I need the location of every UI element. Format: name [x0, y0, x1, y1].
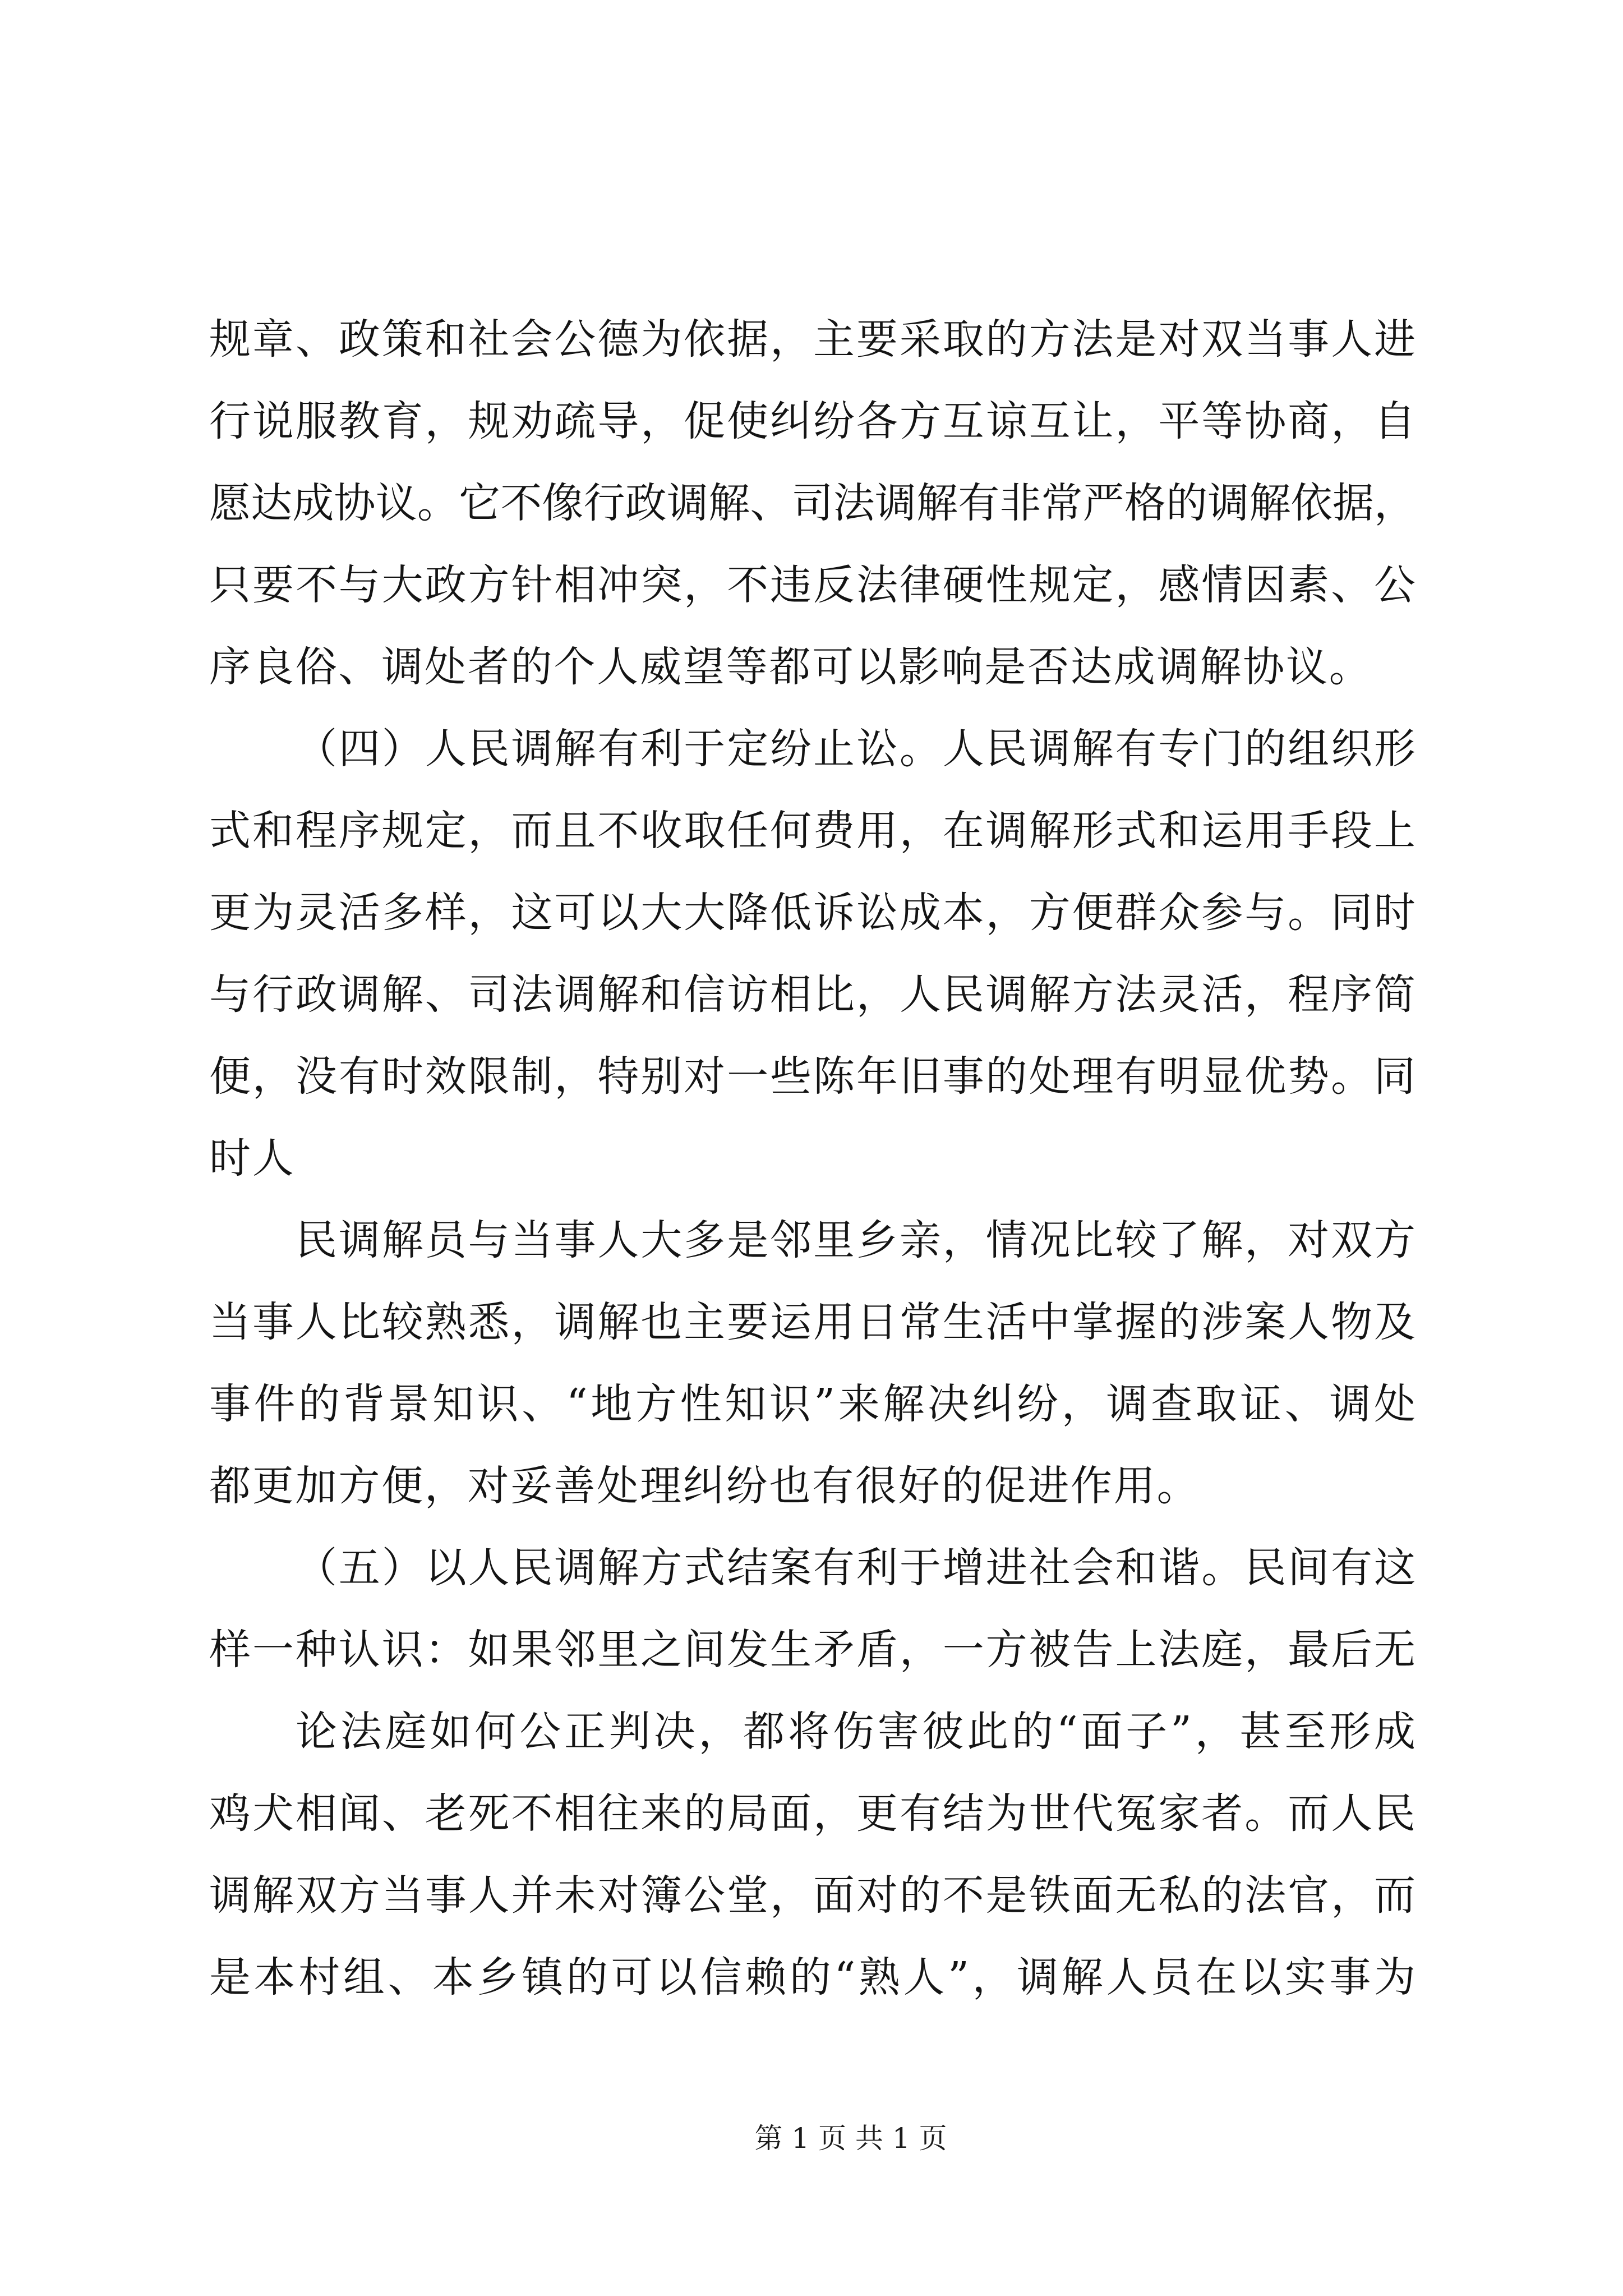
body-text	[209, 298, 1419, 2018]
text-line: 便，没有时效限制，特别对一些陈年旧事的处理有明显优势。同	[209, 1052, 1417, 1101]
text-line: 只要不与大政方针相冲突，不违反法律硬性规定，感情因素、公	[209, 561, 1417, 609]
text-line: 愿达成协议。它不像行政调解、司法调解有非常严格的调解依据，	[209, 479, 1416, 527]
text-line: 式和程序规定，而且不收取任何费用，在调解形式和运用手段上	[209, 807, 1417, 855]
paragraph	[209, 708, 1415, 1199]
paragraph	[209, 298, 1415, 708]
text-line: 样一种认识：如果邻里之间发生矛盾，一方被告上法庭，最后无	[209, 1626, 1417, 1674]
text-line: 论法庭如何公正判决，都将伤害彼此的“面子”，甚至形成	[296, 1708, 1419, 1756]
text-line: 事件的背景知识、“地方性知识”来解决纠纷，调查取证、调处	[209, 1380, 1419, 1428]
text-line: 鸡犬相闻、老死不相往来的局面，更有结为世代冤家者。而人民	[209, 1789, 1417, 1838]
paragraph	[209, 1199, 1419, 1527]
text-line: （四）人民调解有利于定纷止讼。人民调解有专门的组织形	[296, 725, 1417, 773]
text-line: 都更加方便，对妥善处理纠纷也有很好的促进作用。	[209, 1462, 1200, 1510]
text-line: 民调解员与当事人大多是邻里乡亲，情况比较了解，对双方	[296, 1216, 1417, 1264]
text-line: 更为灵活多样，这可以大大降低诉讼成本，方便群众参与。同时	[209, 889, 1417, 937]
paragraph	[209, 1691, 1419, 2018]
text-line: 序良俗、调处者的个人威望等都可以影响是否达成调解协议。	[209, 643, 1372, 691]
paragraph	[209, 1527, 1415, 1691]
text-line: 当事人比较熟悉，调解也主要运用日常生活中掌握的涉案人物及	[209, 1298, 1417, 1346]
text-line: （五）以人民调解方式结案有利于增进社会和谐。民间有这	[296, 1544, 1417, 1592]
text-line: 规章、政策和社会公德为依据，主要采取的方法是对双当事人进	[209, 315, 1417, 364]
text-line: 调解双方当事人并未对簿公堂，面对的不是铁面无私的法官，而	[209, 1871, 1417, 1920]
text-line: 与行政调解、司法调解和信访相比，人民调解方法灵活，程序简	[209, 970, 1417, 1019]
text-line: 时人	[209, 1134, 296, 1182]
page-footer: 第 1 页 共 1 页	[754, 2122, 947, 2155]
text-line: 行说服教育，规劝疏导，促使纠纷各方互谅互让，平等协商，自	[209, 397, 1417, 445]
text-line: 是本村组、本乡镇的可以信赖的“熟人”，调解人员在以实事为	[209, 1953, 1419, 2001]
